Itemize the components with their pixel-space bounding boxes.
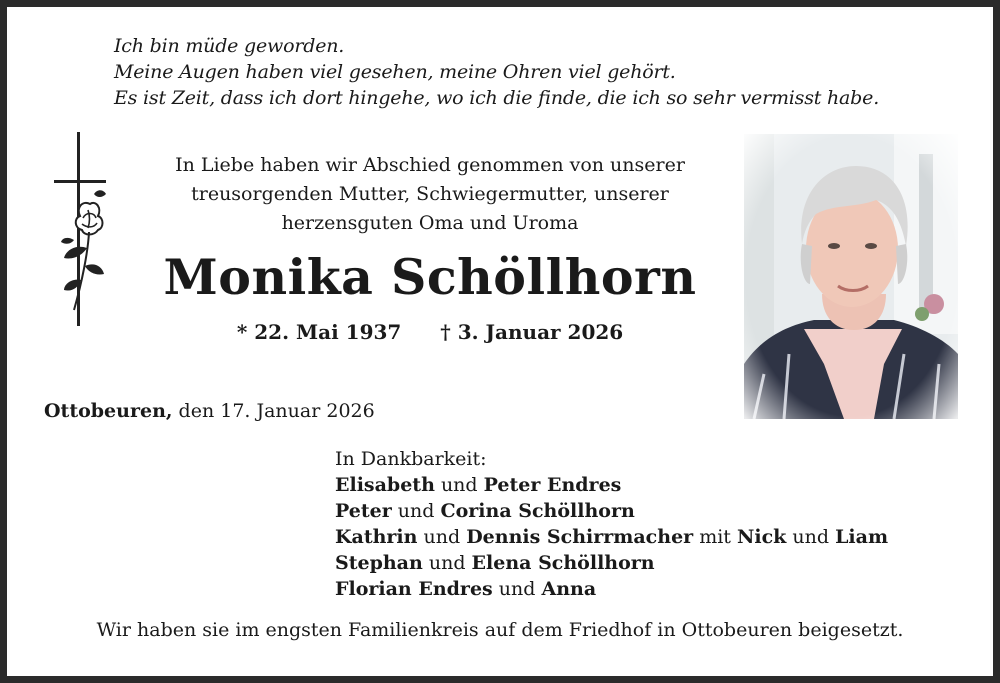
mourner-name: Anna [541,578,597,600]
poem-line: Meine Augen haben viel gesehen, meine Ohren viel gehört. [114,61,676,83]
conjunction: mit [699,526,731,548]
life-dates [130,320,730,344]
mourners-list [335,446,888,602]
mourner-name: Corina Schöllhorn [440,500,635,522]
mourner-name: Dennis Schirrmacher [466,526,694,548]
burial-note: Wir haben sie im engsten Familienkreis auf dem Friedhof in Ottobeuren beigesetzt. [96,619,904,641]
poem-line: Es ist Zeit, dass ich dort hingehe, wo ich die finde, die ich so sehr vermisst habe. [114,87,880,109]
conjunction: und [498,578,536,600]
birth-date: * 22. Mai 1937 [236,320,402,344]
conjunction: und [397,500,435,522]
thanks-heading: In Dankbarkeit: [335,448,487,470]
mourner-name: Liam [835,526,889,548]
mourner-line [335,498,888,524]
mourner-name: Kathrin [335,526,418,548]
death-date: † 3. Januar 2026 [440,320,624,344]
conjunction: und [440,474,478,496]
conjunction: und [792,526,830,548]
mourner-name: Elisabeth [335,474,435,496]
mourner-name: Peter [335,500,392,522]
place-date-text: den 17. Januar 2026 [178,400,375,422]
conjunction: und [423,526,461,548]
mourner-name: Florian Endres [335,578,493,600]
intro-line: treusorgenden Mutter, Schwiegermutter, unserer [191,183,669,205]
place-date [44,400,375,422]
mourner-line [335,576,888,602]
poem-line: Ich bin müde geworden. [114,35,345,57]
mourner-name: Peter Endres [483,474,622,496]
mourner-name: Stephan [335,552,423,574]
conjunction: und [428,552,466,574]
portrait-photo [744,134,958,419]
mourner-line [335,524,888,550]
cross-with-rose-icon [52,132,112,328]
intro-line: herzensguten Oma und Uroma [281,212,579,234]
mourner-line [335,550,888,576]
mourner-name: Elena Schöllhorn [471,552,655,574]
mourner-line [335,472,888,498]
place-city: Ottobeuren, [44,400,173,422]
deceased-name: Monika Schöllhorn [163,248,697,306]
intro-text [130,151,730,238]
mourner-name: Nick [737,526,787,548]
poem [114,33,879,111]
intro-line: In Liebe haben wir Abschied genommen von unserer [175,154,685,176]
